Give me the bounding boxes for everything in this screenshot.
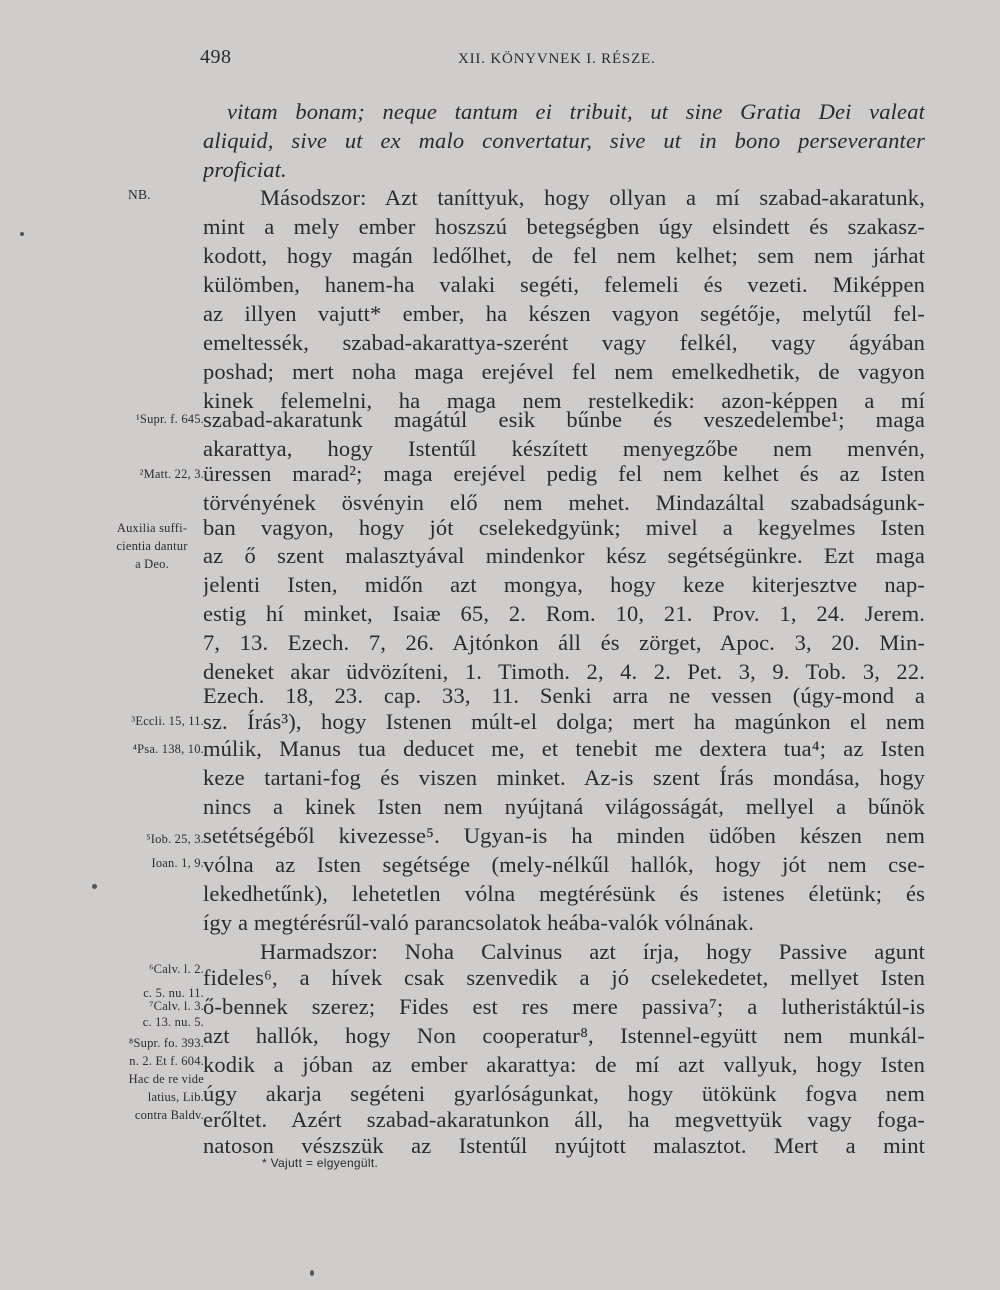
paper-speck — [20, 232, 24, 236]
text-line: így a megtérésrűl-való parancsolatok heába-valók vólnának. — [203, 910, 754, 935]
text-line: fideles⁶, a hívek csak szenvedik a jó cselekedetet, mellyet Isten — [203, 965, 925, 990]
margin-note-8 — [100, 1034, 204, 1124]
text-line: ő-bennek szerez; Fides est res mere passiva⁷; a lutheristáktúl-is — [203, 994, 925, 1019]
margin-text: Auxilia suffi- — [116, 521, 188, 535]
margin-text: contra Baldv. — [134, 1108, 204, 1122]
paper-speck — [92, 884, 97, 889]
text-line: erőltet. Azért szabad-akaratunkon áll, ha megvettyük vagy foga- — [203, 1107, 925, 1132]
text-line: múlik, Manus tua deducet me, et tenebit me dextera tua⁴; az Isten — [203, 736, 925, 761]
margin-text: ⁵Iob. 25, 3. — [146, 832, 204, 846]
margin-text: ⁸Supr. fo. 393. — [128, 1036, 204, 1050]
text-line: akarattya, hogy Istentűl készített menyegzőbe nem menvén, — [203, 436, 925, 461]
paper-speck — [310, 1270, 314, 1276]
text-line: natoson vészszük az Istentűl nyújtott malasztot. Mert a mint — [203, 1133, 925, 1158]
text-line: estig hí minket, Isaiæ 65, 2. Rom. 10, 21. Prov. 1, 24. Jerem. — [203, 601, 925, 626]
text-line: lekedhetűnk), lehetetlen vólna megtérésünk és istenes életünk; és — [203, 881, 925, 906]
margin-text: a Deo. — [135, 557, 169, 571]
text-line: aliquid, sive ut ex malo convertatur, sive ut in bono perseveranter — [203, 128, 925, 153]
margin-text: cientia dantur — [116, 539, 188, 553]
margin-note-4: ⁴Psa. 138, 10. — [132, 742, 204, 756]
footnote: * Vajutt = elgyengült. — [262, 1156, 379, 1170]
text-line: kodik a jóban az ember akarattya: de mí azt vallyuk, hogy Isten — [203, 1052, 925, 1077]
margin-text: n. 2. Et f. 604. — [129, 1054, 204, 1068]
text-line: az illyen vajutt* ember, ha készen vagyon segétője, melytűl fel- — [203, 301, 925, 326]
text-line: setétségéből kivezesse⁵. Ugyan-is ha minden üdőben készen nem — [203, 823, 925, 848]
text-line: emeltessék, szabad-akarattya-szerént vagy felkél, vagy ágyában — [203, 330, 925, 355]
text-line: sz. Írás³), hogy Istenen múlt-el dolga; mert ha magúnkon el nem — [203, 709, 925, 734]
text-line: mint a mely ember hoszszú betegségben úgy elsindett és szakasz- — [203, 214, 925, 239]
margin-note-auxilia — [100, 519, 204, 573]
margin-note-2: ²Matt. 22, 3. — [139, 467, 204, 481]
margin-note-3: ³Eccli. 15, 11. — [131, 714, 204, 728]
text-line: azt hallók, hogy Non cooperatur⁸, Istennel-együtt nem munkál- — [203, 1023, 925, 1048]
text-line: keze tartani-fog és viszen minket. Az-is szent Írás mondása, hogy — [203, 765, 925, 790]
text-line: az ő szent malasztyával mindenkor kész segétségünkre. Ezt maga — [203, 543, 925, 568]
margin-text: c. 5. nu. 11. — [143, 986, 204, 1000]
running-title: XII. KÖNYVNEK I. RÉSZE. — [458, 51, 656, 67]
margin-note-7 — [100, 998, 204, 1030]
text-line: szabad-akaratunk magátúl esik bűnbe és veszedelembe¹; maga — [203, 407, 925, 432]
text-line: üressen marad²; maga erejével pedig fel nem kelhet és az Isten — [203, 461, 925, 486]
text-line: 7, 13. Ezech. 7, 26. Ajtónkon áll és zörget, Apoc. 3, 20. Min- — [203, 630, 925, 655]
text-line: Ezech. 18, 23. cap. 33, 11. Senki arra ne vessen (úgy-mond a — [203, 683, 925, 708]
margin-text: latius, Lib. — [147, 1090, 204, 1104]
text-line: törvényének ösvényin elő nem mehet. Mindazáltal szabadságunk- — [203, 490, 925, 515]
text-line: kodott, hogy magán ledőlhet, de fel nem kelhet; sem nem járhat — [203, 243, 925, 268]
margin-note-5 — [100, 827, 204, 875]
text-line: jelenti Isten, midőn azt mongya, hogy keze kiterjesztve nap- — [203, 572, 925, 597]
margin-text: Hac de re vide — [128, 1072, 204, 1086]
text-line: vólna az Isten segétsége (mely-nélkűl hallók, hogy jót nem cse- — [203, 852, 925, 877]
text-line: deneket akar üdvözíteni, 1. Timoth. 2, 4. 2. Pet. 3, 9. Tob. 3, 22. — [203, 659, 925, 684]
margin-note-1: ¹Supr. f. 645. — [135, 412, 204, 426]
text-line: külömben, hanem-ha valaki segéti, felemeli és vezeti. Miképpen — [203, 272, 925, 297]
text-line: proficiat. — [203, 157, 287, 182]
text-line: vitam bonam; neque tantum ei tribuit, ut sine Gratia Dei valeat — [227, 99, 925, 124]
text-line: ban vagyon, hogy jót cselekedgyünk; mivel a kegyelmes Isten — [203, 515, 925, 540]
margin-text: Ioan. 1, 9. — [151, 856, 204, 870]
text-line: poshad; mert noha maga erejével fel nem emelkedhetik, de vagyon — [203, 359, 925, 384]
margin-text: c. 13. nu. 5. — [142, 1015, 204, 1029]
margin-note-nb: NB. — [128, 187, 151, 202]
text-line: Másodszor: Azt taníttyuk, hogy ollyan a mí szabad-akaratunk, — [260, 185, 925, 210]
margin-text: ⁷Calv. l. 3. — [149, 999, 204, 1013]
text-line: kinek felemelni, ha maga nem restelkedik: azon-képpen a mí — [203, 388, 925, 413]
text-line: Harmadszor: Noha Calvinus azt írja, hogy Passive agunt — [260, 939, 925, 964]
text-line: nincs a kinek Isten nem nyújtaná világosságát, mellyel a bűnök — [203, 794, 925, 819]
margin-text: ⁶Calv. l. 2. — [149, 962, 204, 976]
page-number: 498 — [200, 46, 232, 68]
text-line: úgy akarja segéteni gyarlóságunkat, hogy ütökünk fogva nem — [203, 1081, 925, 1106]
